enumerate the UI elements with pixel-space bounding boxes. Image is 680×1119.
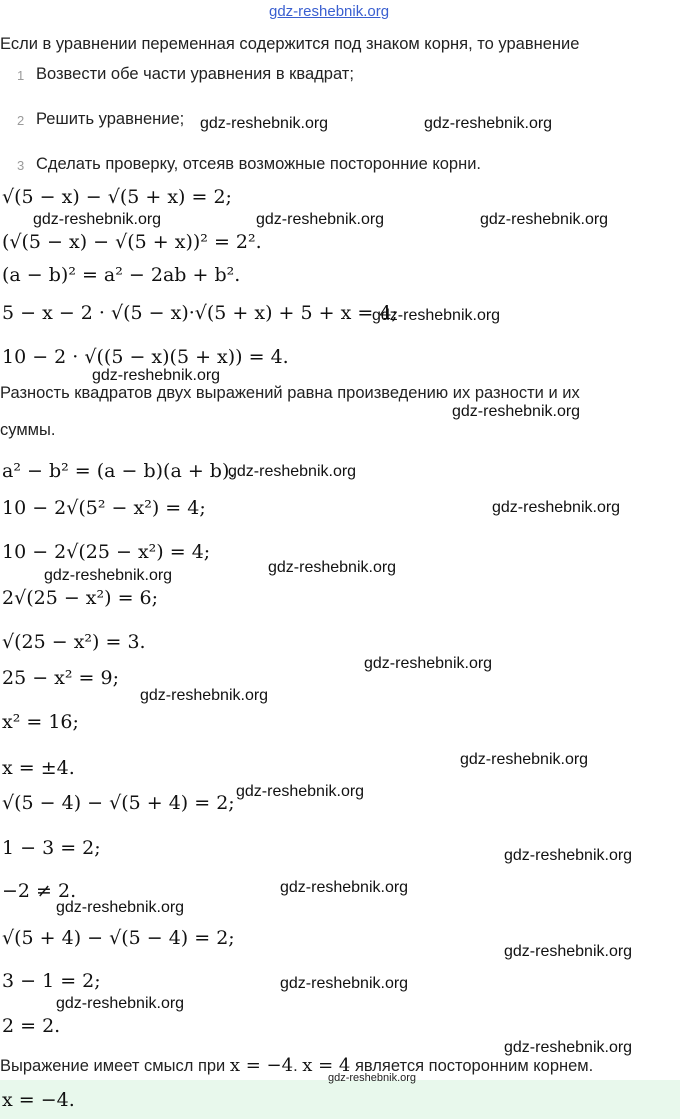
watermark: gdz-reshebnik.org: [228, 463, 357, 480]
watermark: gdz-reshebnik.org: [424, 115, 553, 132]
watermark: gdz-reshebnik.org: [480, 211, 609, 228]
equation: (√(5 − x) − √(5 + x))² = 2².: [2, 231, 262, 253]
step-number: 3: [17, 158, 25, 173]
equation: √(5 − x) − √(5 + x) = 2;: [2, 186, 232, 208]
watermark: gdz-reshebnik.org: [200, 115, 329, 132]
equation: 3 − 1 = 2;: [2, 970, 101, 992]
intro-text: Если в уравнении переменная содержится под знаком корня, то уравнение: [0, 35, 580, 53]
equation: √(5 − 4) − √(5 + 4) = 2;: [2, 792, 235, 814]
watermark: gdz-reshebnik.org: [364, 655, 493, 672]
equation: x² = 16;: [2, 711, 79, 733]
equation: 10 − 2√(25 − x²) = 4;: [2, 541, 211, 563]
equation: 1 − 3 = 2;: [2, 837, 101, 859]
watermark: gdz-reshebnik.org: [504, 847, 633, 864]
equation: 2√(25 − x²) = 6;: [2, 587, 159, 609]
conclusion-after: является посторонним корнем.: [350, 1057, 594, 1075]
equation: 10 − 2√(5² − x²) = 4;: [2, 497, 206, 519]
answer-box: [0, 1080, 680, 1119]
watermark: gdz-reshebnik.org: [372, 307, 501, 324]
equation: 5 − x − 2 · √(5 − x)·√(5 + x) + 5 + x = 4;: [2, 302, 398, 324]
watermark: gdz-reshebnik.org: [504, 1039, 633, 1056]
step-text: Возвести обе части уравнения в квадрат;: [36, 65, 354, 83]
equation: √(5 + 4) − √(5 − 4) = 2;: [2, 927, 235, 949]
watermark: gdz-reshebnik.org: [492, 499, 621, 516]
watermark: gdz-reshebnik.org: [33, 211, 162, 228]
watermark: gdz-reshebnik.org: [460, 751, 589, 768]
equation: −2 ≠ 2.: [2, 880, 77, 902]
conclusion-math-2: x = 4: [302, 1055, 351, 1076]
equation: (a − b)² = a² − 2ab + b².: [2, 264, 241, 286]
conclusion-text: [0, 1055, 593, 1076]
equation: x = ±4.: [2, 757, 75, 779]
watermark: gdz-reshebnik.org: [236, 783, 365, 800]
conclusion-between: .: [293, 1057, 303, 1075]
diff-squares-text: суммы.: [0, 421, 56, 439]
watermark: gdz-reshebnik.org: [56, 995, 185, 1012]
diff-squares-text: Разность квадратов двух выражений равна произведению их разности и их: [0, 384, 580, 402]
conclusion-math-1: x = −4: [229, 1055, 294, 1076]
equation: 25 − x² = 9;: [2, 667, 119, 689]
watermark: gdz-reshebnik.org: [268, 559, 397, 576]
step-text: Решить уравнение;: [36, 110, 185, 128]
step-number: 1: [17, 68, 25, 83]
equation: 2 = 2.: [2, 1015, 61, 1037]
watermark: gdz-reshebnik.org: [140, 687, 269, 704]
answer: x = −4.: [2, 1089, 75, 1111]
step-number: 2: [17, 113, 25, 128]
watermark: gdz-reshebnik.org: [44, 567, 173, 584]
watermark: gdz-reshebnik.org: [328, 1072, 417, 1084]
conclusion-before: Выражение имеет смысл при: [0, 1057, 230, 1075]
watermark: gdz-reshebnik.org: [280, 879, 409, 896]
step-text: Сделать проверку, отсеяв возможные посторонние корни.: [36, 155, 482, 173]
equation: √(25 − x²) = 3.: [2, 631, 146, 653]
watermark: gdz-reshebnik.org: [452, 403, 581, 420]
watermark: gdz-reshebnik.org: [504, 943, 633, 960]
equation: a² − b² = (a − b)(a + b).: [2, 460, 236, 482]
equation: 10 − 2 · √((5 − x)(5 + x)) = 4.: [2, 346, 289, 368]
watermark: gdz-reshebnik.org: [256, 211, 385, 228]
watermark: gdz-reshebnik.org: [56, 899, 185, 916]
watermark-top[interactable]: gdz-reshebnik.org: [269, 3, 390, 20]
watermark: gdz-reshebnik.org: [92, 367, 221, 384]
watermark: gdz-reshebnik.org: [280, 975, 409, 992]
